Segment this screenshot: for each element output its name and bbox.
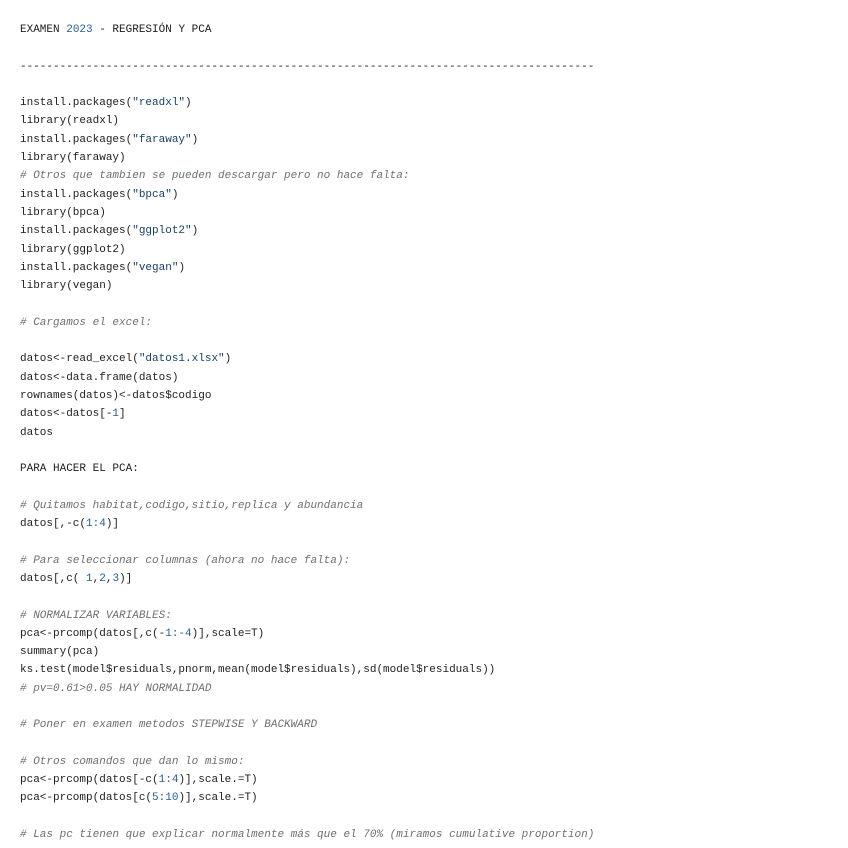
code-token: datos<-read_excel( bbox=[20, 353, 139, 366]
comment-token: # Otros que tambien se pueden descargar pero no hace falta: bbox=[20, 170, 410, 183]
blank-line bbox=[20, 698, 594, 716]
code-line bbox=[20, 131, 594, 149]
code-token: ) bbox=[171, 188, 179, 201]
code-token: rownames(datos)<-datos$codigo bbox=[20, 389, 212, 402]
code-token: )] bbox=[119, 572, 133, 585]
blank-line bbox=[20, 808, 594, 826]
string-token: "bpca" bbox=[132, 188, 172, 201]
blank-line bbox=[20, 332, 594, 350]
code-line bbox=[20, 277, 594, 295]
code-token: install.packages( bbox=[20, 188, 133, 201]
code-token: datos[,-c( bbox=[20, 518, 87, 531]
code-line bbox=[20, 204, 594, 222]
string-token: "vegan" bbox=[132, 261, 179, 274]
code-token: ) bbox=[178, 261, 186, 274]
comment-token: # NORMALIZAR VARIABLES: bbox=[20, 609, 172, 622]
comment-token: # Otros comandos que dan lo mismo: bbox=[20, 755, 245, 768]
code-line bbox=[20, 607, 594, 625]
code-line bbox=[20, 643, 594, 661]
code-line bbox=[20, 789, 594, 807]
code-line bbox=[20, 241, 594, 259]
string-token: "ggplot2" bbox=[132, 225, 192, 238]
code-line bbox=[20, 625, 594, 643]
blank-line bbox=[20, 478, 594, 496]
code-line bbox=[20, 350, 594, 368]
code-token: library(ggplot2) bbox=[20, 243, 126, 256]
code-token: datos<-data.frame(datos) bbox=[20, 371, 179, 384]
code-token: ) bbox=[191, 133, 199, 146]
number-token: 3 bbox=[112, 572, 120, 585]
comment-token: # Para seleccionar columnas (ahora no hace falta): bbox=[20, 554, 351, 567]
code-token: PARA HACER EL PCA: bbox=[20, 463, 139, 476]
code-line bbox=[20, 112, 594, 130]
code-token: library(readxl) bbox=[20, 115, 120, 128]
comment-token: # Quitamos habitat,codigo,sitio,replica y abundancia bbox=[20, 499, 364, 512]
code-line bbox=[20, 259, 594, 277]
blank-line bbox=[20, 39, 594, 57]
code-token: install.packages( bbox=[20, 225, 133, 238]
blank-line bbox=[20, 588, 594, 606]
code-token: pca<-prcomp(datos[-c( bbox=[20, 774, 159, 787]
code-line bbox=[20, 661, 594, 679]
code-line bbox=[20, 387, 594, 405]
code-line bbox=[20, 167, 594, 185]
comment-token: # pv=0.61>0.05 HAY NORMALIDAD bbox=[20, 682, 212, 695]
code-line bbox=[20, 94, 594, 112]
code-token: )] bbox=[105, 518, 120, 531]
code-token: )],scale.=T) bbox=[178, 774, 258, 787]
number-token: 5:10 bbox=[152, 792, 179, 805]
code-token: summary(pca) bbox=[20, 646, 100, 659]
number-token: 1 bbox=[112, 408, 120, 421]
code-token: EXAMEN bbox=[20, 24, 67, 36]
code-token: - REGRESIÓN Y PCA bbox=[92, 24, 212, 36]
code-line bbox=[20, 58, 594, 76]
string-token: "faraway" bbox=[132, 133, 192, 146]
code-token: --------------------------------------------------------------------------------------- bbox=[20, 60, 595, 73]
blank-line bbox=[20, 442, 594, 460]
code-token: , bbox=[92, 572, 100, 585]
code-token: )],scale.=T) bbox=[178, 792, 258, 805]
code-token: ) bbox=[191, 225, 199, 238]
code-line bbox=[20, 405, 594, 423]
comment-token: # Poner en examen metodos STEPWISE Y BACKWARD bbox=[20, 719, 318, 732]
comment-token: # Cargamos el excel: bbox=[20, 316, 153, 329]
code-line bbox=[20, 497, 594, 515]
code-token: datos<-datos[- bbox=[20, 408, 113, 421]
code-token: )],scale=T) bbox=[191, 627, 265, 640]
code-line bbox=[20, 826, 594, 844]
number-token: 1:4 bbox=[158, 774, 179, 787]
code-token: ] bbox=[119, 408, 126, 421]
code-editor-content[interactable] bbox=[20, 21, 594, 844]
comment-token: # Las pc tienen que explicar normalmente más que el 70% (miramos cumulative proportion) bbox=[20, 829, 595, 842]
code-token: library(vegan) bbox=[20, 280, 113, 293]
blank-line bbox=[20, 735, 594, 753]
number-token: 1:-4 bbox=[165, 627, 192, 640]
code-token: library(faraway) bbox=[20, 152, 126, 165]
code-line bbox=[20, 149, 594, 167]
code-line bbox=[20, 314, 594, 332]
code-token: install.packages( bbox=[20, 261, 133, 274]
number-token: 1:4 bbox=[86, 518, 106, 531]
code-line bbox=[20, 424, 594, 442]
code-line bbox=[20, 552, 594, 570]
code-line bbox=[20, 771, 594, 789]
code-token: datos[,c( bbox=[20, 572, 87, 585]
blank-line bbox=[20, 533, 594, 551]
code-token: ) bbox=[185, 97, 192, 110]
string-token: "datos1.xlsx" bbox=[138, 353, 225, 366]
code-token: install.packages( bbox=[20, 97, 133, 110]
code-token: library(bpca) bbox=[20, 206, 106, 219]
code-line bbox=[20, 716, 594, 734]
code-token: datos bbox=[20, 426, 54, 439]
code-line bbox=[20, 186, 594, 204]
code-token: pca<-prcomp(datos[,c(- bbox=[20, 627, 166, 640]
code-token: ) bbox=[224, 353, 232, 366]
string-token: "readxl" bbox=[132, 97, 186, 110]
code-line bbox=[20, 21, 594, 39]
code-line bbox=[20, 753, 594, 771]
blank-line bbox=[20, 295, 594, 313]
code-line bbox=[20, 515, 594, 533]
number-token: 2023 bbox=[66, 24, 93, 36]
number-token: 2 bbox=[99, 572, 106, 585]
code-line bbox=[20, 369, 594, 387]
code-line bbox=[20, 460, 594, 478]
code-token: pca<-prcomp(datos[c( bbox=[20, 792, 153, 805]
code-token: install.packages( bbox=[20, 133, 133, 146]
code-token: ks.test(model$residuals,pnorm,mean(model$residuals),sd(model$residuals)) bbox=[20, 664, 496, 677]
blank-line bbox=[20, 76, 594, 94]
code-line bbox=[20, 680, 594, 698]
number-token: 1 bbox=[86, 572, 93, 585]
code-token: , bbox=[105, 572, 113, 585]
code-line bbox=[20, 570, 594, 588]
code-line bbox=[20, 222, 594, 240]
